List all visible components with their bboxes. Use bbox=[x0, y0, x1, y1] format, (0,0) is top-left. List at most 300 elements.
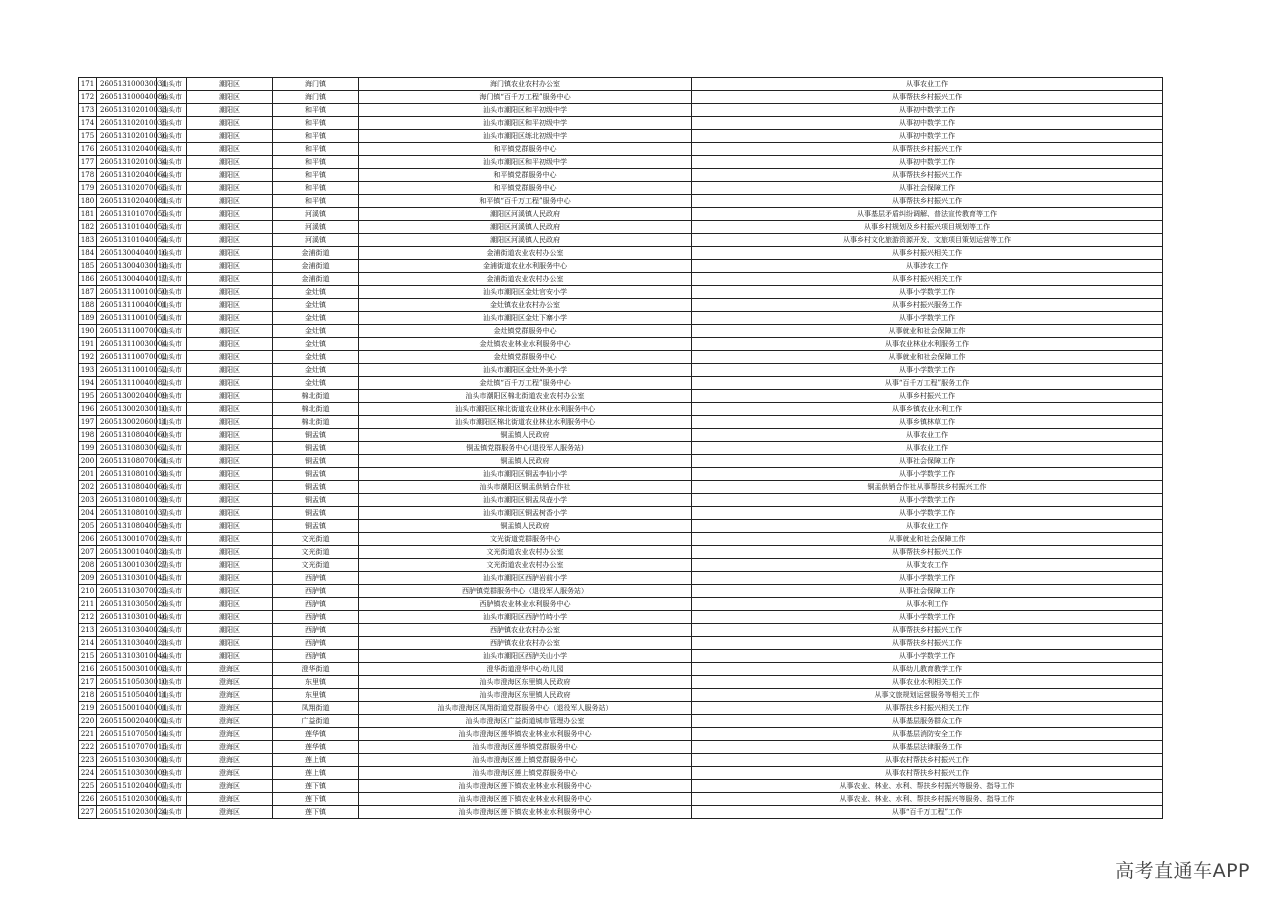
town-cell: 金浦街道 bbox=[273, 260, 359, 273]
job-description-cell: 铜盂供销合作社从事帮扶乡村振兴工作 bbox=[692, 481, 1163, 494]
district-cell: 潮阳区 bbox=[187, 208, 273, 221]
city-cell: 汕头市 bbox=[157, 780, 187, 793]
table-row bbox=[79, 585, 1163, 598]
town-cell: 铜盂镇 bbox=[273, 429, 359, 442]
position-code-cell: 260513108010039 bbox=[97, 494, 157, 507]
row-number-cell: 202 bbox=[79, 481, 97, 494]
table-row bbox=[79, 793, 1163, 806]
table-row bbox=[79, 429, 1163, 442]
city-cell: 汕头市 bbox=[157, 169, 187, 182]
job-description-cell: 从事农业水利相关工作 bbox=[692, 676, 1163, 689]
district-cell: 潮阳区 bbox=[187, 390, 273, 403]
unit-name-cell: 金灶镇农业农村办公室 bbox=[359, 299, 692, 312]
row-number-cell: 217 bbox=[79, 676, 97, 689]
town-cell: 铜盂镇 bbox=[273, 481, 359, 494]
row-number-cell: 173 bbox=[79, 104, 97, 117]
district-cell: 潮阳区 bbox=[187, 546, 273, 559]
position-code-cell: 260513102010036 bbox=[97, 130, 157, 143]
unit-name-cell: 金灶镇党群服务中心 bbox=[359, 351, 692, 364]
job-description-cell: 从事乡村振兴相关工作 bbox=[692, 247, 1163, 260]
unit-name-cell: 汕头市澄海区莲上镇党群服务中心 bbox=[359, 754, 692, 767]
district-cell: 潮阳区 bbox=[187, 169, 273, 182]
unit-name-cell: 和平镇党群服务中心 bbox=[359, 182, 692, 195]
town-cell: 和平镇 bbox=[273, 143, 359, 156]
job-description-cell: 从事帮扶乡村振兴工作 bbox=[692, 143, 1163, 156]
district-cell: 潮阳区 bbox=[187, 299, 273, 312]
district-cell: 潮阳区 bbox=[187, 117, 273, 130]
unit-name-cell: 潮阳区河溪镇人民政府 bbox=[359, 221, 692, 234]
position-code-cell: 260515103030008 bbox=[97, 754, 157, 767]
city-cell: 汕头市 bbox=[157, 806, 187, 819]
city-cell: 汕头市 bbox=[157, 403, 187, 416]
position-code-cell: 260513110010050 bbox=[97, 286, 157, 299]
district-cell: 潮阳区 bbox=[187, 611, 273, 624]
town-cell: 西胪镇 bbox=[273, 611, 359, 624]
district-cell: 潮阳区 bbox=[187, 403, 273, 416]
city-cell: 汕头市 bbox=[157, 390, 187, 403]
table-row bbox=[79, 559, 1163, 572]
row-number-cell: 216 bbox=[79, 663, 97, 676]
job-description-cell: 从事帮扶乡村振兴工作 bbox=[692, 637, 1163, 650]
district-cell: 潮阳区 bbox=[187, 507, 273, 520]
district-cell: 澄海区 bbox=[187, 767, 273, 780]
unit-name-cell: 汕头市潮阳区练北初级中学 bbox=[359, 130, 692, 143]
unit-name-cell: 西胪镇农业农村办公室 bbox=[359, 624, 692, 637]
job-description-cell: 从事小学数学工作 bbox=[692, 364, 1163, 377]
district-cell: 澄海区 bbox=[187, 663, 273, 676]
unit-name-cell: 铜盂镇党群服务中心(退役军人服务站) bbox=[359, 442, 692, 455]
unit-name-cell: 铜盂镇人民政府 bbox=[359, 520, 692, 533]
town-cell: 金灶镇 bbox=[273, 299, 359, 312]
unit-name-cell: 汕头市澄海区莲下镇农业林业水利服务中心 bbox=[359, 780, 692, 793]
row-number-cell: 184 bbox=[79, 247, 97, 260]
job-description-cell: 从事小学数学工作 bbox=[692, 468, 1163, 481]
city-cell: 汕头市 bbox=[157, 442, 187, 455]
town-cell: 文光街道 bbox=[273, 546, 359, 559]
job-description-cell: 从事小学数学工作 bbox=[692, 312, 1163, 325]
district-cell: 澄海区 bbox=[187, 806, 273, 819]
district-cell: 澄海区 bbox=[187, 689, 273, 702]
row-number-cell: 207 bbox=[79, 546, 97, 559]
table-row bbox=[79, 507, 1163, 520]
table-row bbox=[79, 494, 1163, 507]
town-cell: 莲华镇 bbox=[273, 728, 359, 741]
position-code-cell: 260513002030010 bbox=[97, 403, 157, 416]
table-row bbox=[79, 273, 1163, 286]
job-description-cell: 从事初中数学工作 bbox=[692, 130, 1163, 143]
position-code-cell: 260513002040009 bbox=[97, 390, 157, 403]
row-number-cell: 180 bbox=[79, 195, 97, 208]
unit-name-cell: 金浦街道农业水利服务中心 bbox=[359, 260, 692, 273]
district-cell: 潮阳区 bbox=[187, 143, 273, 156]
table-row bbox=[79, 156, 1163, 169]
city-cell: 汕头市 bbox=[157, 455, 187, 468]
row-number-cell: 181 bbox=[79, 208, 97, 221]
district-cell: 潮阳区 bbox=[187, 338, 273, 351]
table-row bbox=[79, 208, 1163, 221]
position-code-cell: 260515102030006 bbox=[97, 793, 157, 806]
row-number-cell: 193 bbox=[79, 364, 97, 377]
table-row bbox=[79, 767, 1163, 780]
table-row bbox=[79, 247, 1163, 260]
job-description-cell: 从事基层消防安全工作 bbox=[692, 728, 1163, 741]
position-code-cell: 260515103030009 bbox=[97, 767, 157, 780]
row-number-cell: 187 bbox=[79, 286, 97, 299]
town-cell: 和平镇 bbox=[273, 104, 359, 117]
town-cell: 金灶镇 bbox=[273, 338, 359, 351]
job-description-cell: 从事乡村振兴服务工作 bbox=[692, 299, 1163, 312]
town-cell: 澄华街道 bbox=[273, 663, 359, 676]
city-cell: 汕头市 bbox=[157, 676, 187, 689]
table-row bbox=[79, 416, 1163, 429]
job-description-cell: 从事乡村振兴相关工作 bbox=[692, 273, 1163, 286]
table-row bbox=[79, 169, 1163, 182]
position-code-cell: 260513110070002 bbox=[97, 351, 157, 364]
row-number-cell: 182 bbox=[79, 221, 97, 234]
position-code-cell: 260515102040007 bbox=[97, 780, 157, 793]
table-row bbox=[79, 78, 1163, 91]
watermark: 高考直通车APP bbox=[1115, 860, 1250, 882]
town-cell: 金灶镇 bbox=[273, 377, 359, 390]
unit-name-cell: 海门镇农业农村办公室 bbox=[359, 78, 692, 91]
district-cell: 潮阳区 bbox=[187, 455, 273, 468]
unit-name-cell: 汕头市澄海区莲下镇农业林业水利服务中心 bbox=[359, 806, 692, 819]
job-description-cell: 从事帮扶乡村振兴相关工作 bbox=[692, 702, 1163, 715]
town-cell: 莲上镇 bbox=[273, 754, 359, 767]
position-code-cell: 260513102040063 bbox=[97, 143, 157, 156]
position-code-cell: 260513108040066 bbox=[97, 481, 157, 494]
position-code-cell: 260513103050026 bbox=[97, 598, 157, 611]
city-cell: 汕头市 bbox=[157, 234, 187, 247]
position-code-cell: 260513103040024 bbox=[97, 624, 157, 637]
row-number-cell: 194 bbox=[79, 377, 97, 390]
table-row bbox=[79, 624, 1163, 637]
job-description-cell: 从事乡镇林草工作 bbox=[692, 416, 1163, 429]
city-cell: 汕头市 bbox=[157, 494, 187, 507]
city-cell: 汕头市 bbox=[157, 104, 187, 117]
job-description-cell: 从事农业工作 bbox=[692, 429, 1163, 442]
position-code-cell: 260513103010046 bbox=[97, 611, 157, 624]
table-body bbox=[79, 78, 1163, 819]
row-number-cell: 186 bbox=[79, 273, 97, 286]
town-cell: 河溪镇 bbox=[273, 234, 359, 247]
city-cell: 汕头市 bbox=[157, 585, 187, 598]
row-number-cell: 185 bbox=[79, 260, 97, 273]
unit-name-cell: 汕头市潮阳区棉北街道农业林业水利服务中心 bbox=[359, 416, 692, 429]
position-code-cell: 260513100040086 bbox=[97, 91, 157, 104]
city-cell: 汕头市 bbox=[157, 351, 187, 364]
table-row bbox=[79, 676, 1163, 689]
position-code-cell: 260513100030031 bbox=[97, 78, 157, 91]
job-description-cell: 从事农业工作 bbox=[692, 442, 1163, 455]
table-row bbox=[79, 104, 1163, 117]
job-description-cell: 从事基层法律服务工作 bbox=[692, 741, 1163, 754]
table-row bbox=[79, 611, 1163, 624]
row-number-cell: 203 bbox=[79, 494, 97, 507]
job-description-cell: 从事帮扶乡村振兴工作 bbox=[692, 195, 1163, 208]
city-cell: 汕头市 bbox=[157, 117, 187, 130]
job-description-cell: 从事初中数学工作 bbox=[692, 156, 1163, 169]
unit-name-cell: 西胪镇农业农村办公室 bbox=[359, 637, 692, 650]
table-row bbox=[79, 403, 1163, 416]
table-row bbox=[79, 364, 1163, 377]
table-row bbox=[79, 598, 1163, 611]
position-code-cell: 260513108040060 bbox=[97, 429, 157, 442]
position-table-container bbox=[78, 77, 1162, 819]
job-description-cell: 从事水利工作 bbox=[692, 598, 1163, 611]
city-cell: 汕头市 bbox=[157, 637, 187, 650]
position-code-cell: 260513110040001 bbox=[97, 299, 157, 312]
district-cell: 潮阳区 bbox=[187, 247, 273, 260]
job-description-cell: 从事小学数学工作 bbox=[692, 494, 1163, 507]
district-cell: 潮阳区 bbox=[187, 364, 273, 377]
city-cell: 汕头市 bbox=[157, 299, 187, 312]
unit-name-cell: 汕头市潮阳区铜盂供销合作社 bbox=[359, 481, 692, 494]
unit-name-cell: 汕头市潮阳区西胪关山小学 bbox=[359, 650, 692, 663]
town-cell: 和平镇 bbox=[273, 117, 359, 130]
job-description-cell: 从事小学数学工作 bbox=[692, 572, 1163, 585]
district-cell: 潮阳区 bbox=[187, 481, 273, 494]
table-row bbox=[79, 338, 1163, 351]
town-cell: 西胪镇 bbox=[273, 598, 359, 611]
row-number-cell: 201 bbox=[79, 468, 97, 481]
unit-name-cell: 文光街道农业农村办公室 bbox=[359, 559, 692, 572]
row-number-cell: 212 bbox=[79, 611, 97, 624]
city-cell: 汕头市 bbox=[157, 481, 187, 494]
position-code-cell: 260515107070015 bbox=[97, 741, 157, 754]
table-row bbox=[79, 572, 1163, 585]
city-cell: 汕头市 bbox=[157, 793, 187, 806]
city-cell: 汕头市 bbox=[157, 221, 187, 234]
row-number-cell: 183 bbox=[79, 234, 97, 247]
row-number-cell: 179 bbox=[79, 182, 97, 195]
row-number-cell: 215 bbox=[79, 650, 97, 663]
district-cell: 潮阳区 bbox=[187, 221, 273, 234]
district-cell: 潮阳区 bbox=[187, 520, 273, 533]
city-cell: 汕头市 bbox=[157, 78, 187, 91]
unit-name-cell: 汕头市潮阳区铜盂凤壶小学 bbox=[359, 494, 692, 507]
unit-name-cell: 铜盂镇人民政府 bbox=[359, 429, 692, 442]
row-number-cell: 190 bbox=[79, 325, 97, 338]
position-code-cell: 260513110030004 bbox=[97, 338, 157, 351]
unit-name-cell: 潮阳区河溪镇人民政府 bbox=[359, 234, 692, 247]
district-cell: 潮阳区 bbox=[187, 286, 273, 299]
district-cell: 潮阳区 bbox=[187, 468, 273, 481]
job-description-cell: 从事帮扶乡村振兴工作 bbox=[692, 624, 1163, 637]
town-cell: 东里镇 bbox=[273, 676, 359, 689]
table-row bbox=[79, 650, 1163, 663]
city-cell: 汕头市 bbox=[157, 689, 187, 702]
row-number-cell: 176 bbox=[79, 143, 97, 156]
town-cell: 莲华镇 bbox=[273, 741, 359, 754]
unit-name-cell: 海门镇“百千万工程”服务中心 bbox=[359, 91, 692, 104]
district-cell: 澄海区 bbox=[187, 728, 273, 741]
job-description-cell: 从事基层矛盾纠纷调解、普法宣传教育等工作 bbox=[692, 208, 1163, 221]
unit-name-cell: 金灶镇“百千万工程”服务中心 bbox=[359, 377, 692, 390]
position-code-cell: 260513110010051 bbox=[97, 312, 157, 325]
town-cell: 文光街道 bbox=[273, 533, 359, 546]
town-cell: 莲下镇 bbox=[273, 806, 359, 819]
district-cell: 潮阳区 bbox=[187, 312, 273, 325]
position-code-cell: 260513110010052 bbox=[97, 364, 157, 377]
city-cell: 汕头市 bbox=[157, 598, 187, 611]
city-cell: 汕头市 bbox=[157, 429, 187, 442]
job-description-cell: 从事就业和社会保障工作 bbox=[692, 533, 1163, 546]
town-cell: 海门镇 bbox=[273, 78, 359, 91]
table-row bbox=[79, 728, 1163, 741]
row-number-cell: 175 bbox=[79, 130, 97, 143]
unit-name-cell: 汕头市澄海区东里镇人民政府 bbox=[359, 689, 692, 702]
job-description-cell: 从事幼儿教育教学工作 bbox=[692, 663, 1163, 676]
town-cell: 凤翔街道 bbox=[273, 702, 359, 715]
table-row bbox=[79, 637, 1163, 650]
district-cell: 潮阳区 bbox=[187, 234, 273, 247]
job-description-cell: 从事涉农工作 bbox=[692, 260, 1163, 273]
district-cell: 潮阳区 bbox=[187, 377, 273, 390]
town-cell: 铜盂镇 bbox=[273, 442, 359, 455]
district-cell: 潮阳区 bbox=[187, 130, 273, 143]
job-description-cell: 从事小学数学工作 bbox=[692, 507, 1163, 520]
district-cell: 潮阳区 bbox=[187, 182, 273, 195]
table-row bbox=[79, 130, 1163, 143]
position-code-cell: 260515001040001 bbox=[97, 702, 157, 715]
row-number-cell: 204 bbox=[79, 507, 97, 520]
city-cell: 汕头市 bbox=[157, 91, 187, 104]
town-cell: 西胪镇 bbox=[273, 624, 359, 637]
position-code-cell: 260513101040053 bbox=[97, 221, 157, 234]
job-description-cell: 从事就业和社会保障工作 bbox=[692, 351, 1163, 364]
job-description-cell: 从事“百千万工程”服务工作 bbox=[692, 377, 1163, 390]
town-cell: 西胪镇 bbox=[273, 650, 359, 663]
city-cell: 汕头市 bbox=[157, 312, 187, 325]
row-number-cell: 210 bbox=[79, 585, 97, 598]
job-description-cell: 从事农村帮扶乡村振兴工作 bbox=[692, 754, 1163, 767]
unit-name-cell: 和平镇党群服务中心 bbox=[359, 143, 692, 156]
job-description-cell: 从事乡村振兴工作 bbox=[692, 390, 1163, 403]
district-cell: 澄海区 bbox=[187, 780, 273, 793]
unit-name-cell: 汕头市潮阳区西胪竹峙小学 bbox=[359, 611, 692, 624]
table-row bbox=[79, 468, 1163, 481]
district-cell: 潮阳区 bbox=[187, 637, 273, 650]
position-code-cell: 260515107050014 bbox=[97, 728, 157, 741]
city-cell: 汕头市 bbox=[157, 143, 187, 156]
position-code-cell: 260513004040016 bbox=[97, 247, 157, 260]
district-cell: 潮阳区 bbox=[187, 559, 273, 572]
job-description-cell: 从事乡镇农业水利工作 bbox=[692, 403, 1163, 416]
row-number-cell: 211 bbox=[79, 598, 97, 611]
position-code-cell: 260513110070003 bbox=[97, 325, 157, 338]
table-row bbox=[79, 754, 1163, 767]
district-cell: 潮阳区 bbox=[187, 585, 273, 598]
table-row bbox=[79, 195, 1163, 208]
town-cell: 棉北街道 bbox=[273, 403, 359, 416]
row-number-cell: 219 bbox=[79, 702, 97, 715]
unit-name-cell: 汕头市潮阳区铜盂李仙小学 bbox=[359, 468, 692, 481]
town-cell: 西胪镇 bbox=[273, 585, 359, 598]
town-cell: 棉北街道 bbox=[273, 390, 359, 403]
unit-name-cell: 金灶镇农业林业水利服务中心 bbox=[359, 338, 692, 351]
job-description-cell: 从事初中数学工作 bbox=[692, 117, 1163, 130]
city-cell: 汕头市 bbox=[157, 741, 187, 754]
table-row bbox=[79, 299, 1163, 312]
city-cell: 汕头市 bbox=[157, 715, 187, 728]
row-number-cell: 208 bbox=[79, 559, 97, 572]
job-description-cell: 从事农业工作 bbox=[692, 520, 1163, 533]
district-cell: 潮阳区 bbox=[187, 624, 273, 637]
position-code-cell: 260513108010037 bbox=[97, 507, 157, 520]
position-code-cell: 260513108040059 bbox=[97, 520, 157, 533]
city-cell: 汕头市 bbox=[157, 624, 187, 637]
table-row bbox=[79, 520, 1163, 533]
row-number-cell: 174 bbox=[79, 117, 97, 130]
unit-name-cell: 西胪镇党群服务中心（退役军人服务站） bbox=[359, 585, 692, 598]
job-description-cell: 从事社会保障工作 bbox=[692, 455, 1163, 468]
town-cell: 莲下镇 bbox=[273, 793, 359, 806]
town-cell: 棉北街道 bbox=[273, 416, 359, 429]
position-code-cell: 260513001070029 bbox=[97, 533, 157, 546]
unit-name-cell: 汕头市潮阳区和平初级中学 bbox=[359, 117, 692, 130]
position-code-cell: 260513102010035 bbox=[97, 117, 157, 130]
position-code-cell: 260513103010045 bbox=[97, 572, 157, 585]
job-description-cell: 从事乡村规划及乡村振兴项目规划等工作 bbox=[692, 221, 1163, 234]
town-cell: 金灶镇 bbox=[273, 312, 359, 325]
job-description-cell: 从事农村帮扶乡村振兴工作 bbox=[692, 767, 1163, 780]
unit-name-cell: 和平镇“百千万工程”服务中心 bbox=[359, 195, 692, 208]
table-row bbox=[79, 455, 1163, 468]
town-cell: 河溪镇 bbox=[273, 208, 359, 221]
job-description-cell: 从事帮扶乡村振兴工作 bbox=[692, 546, 1163, 559]
job-description-cell: 从事农业、林业、水利、帮扶乡村振兴等服务、指导工作 bbox=[692, 780, 1163, 793]
unit-name-cell: 汕头市潮阳区棉北街道农业农村办公室 bbox=[359, 390, 692, 403]
position-code-cell: 260513004040017 bbox=[97, 273, 157, 286]
table-row bbox=[79, 533, 1163, 546]
position-code-cell: 260513101040054 bbox=[97, 234, 157, 247]
unit-name-cell: 汕头市潮阳区金灶外美小学 bbox=[359, 364, 692, 377]
job-description-cell: 从事社会保障工作 bbox=[692, 585, 1163, 598]
table-row bbox=[79, 325, 1163, 338]
job-description-cell: 从事小学数学工作 bbox=[692, 611, 1163, 624]
town-cell: 和平镇 bbox=[273, 195, 359, 208]
position-code-cell: 260515002040002 bbox=[97, 715, 157, 728]
city-cell: 汕头市 bbox=[157, 520, 187, 533]
town-cell: 金灶镇 bbox=[273, 351, 359, 364]
row-number-cell: 218 bbox=[79, 689, 97, 702]
job-description-cell: 从事支农工作 bbox=[692, 559, 1163, 572]
table-row bbox=[79, 234, 1163, 247]
row-number-cell: 188 bbox=[79, 299, 97, 312]
position-table bbox=[78, 77, 1163, 819]
city-cell: 汕头市 bbox=[157, 728, 187, 741]
row-number-cell: 214 bbox=[79, 637, 97, 650]
city-cell: 汕头市 bbox=[157, 156, 187, 169]
unit-name-cell: 澄华街道澄华中心幼儿园 bbox=[359, 663, 692, 676]
table-row bbox=[79, 286, 1163, 299]
position-code-cell: 260513002060011 bbox=[97, 416, 157, 429]
unit-name-cell: 西胪镇农业林业水利服务中心 bbox=[359, 598, 692, 611]
district-cell: 潮阳区 bbox=[187, 598, 273, 611]
position-code-cell: 260513102040081 bbox=[97, 195, 157, 208]
row-number-cell: 172 bbox=[79, 91, 97, 104]
city-cell: 汕头市 bbox=[157, 130, 187, 143]
position-code-cell: 260515105040011 bbox=[97, 689, 157, 702]
position-code-cell: 260513108070061 bbox=[97, 455, 157, 468]
row-number-cell: 223 bbox=[79, 754, 97, 767]
position-code-cell: 260513110040082 bbox=[97, 377, 157, 390]
city-cell: 汕头市 bbox=[157, 533, 187, 546]
table-row bbox=[79, 260, 1163, 273]
city-cell: 汕头市 bbox=[157, 325, 187, 338]
unit-name-cell: 汕头市潮阳区棉北街道农业林业水利服务中心 bbox=[359, 403, 692, 416]
